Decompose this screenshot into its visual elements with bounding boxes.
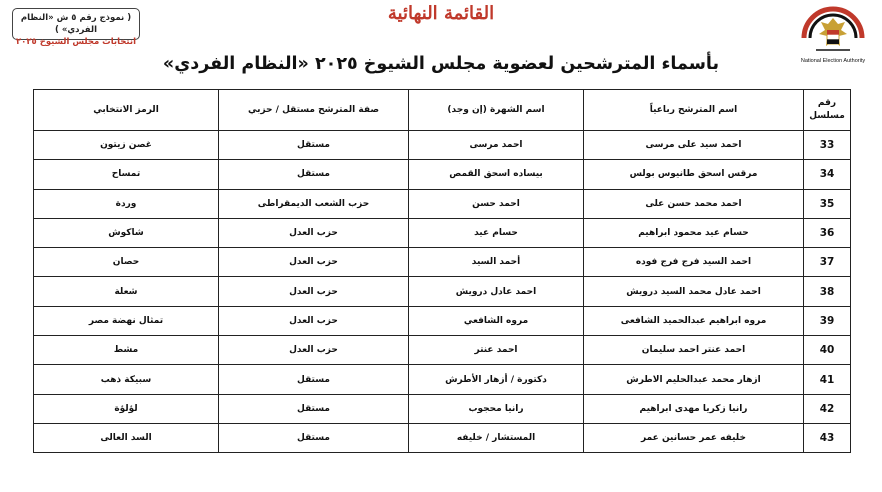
cell-name: احمد سيد على مرسى: [584, 131, 804, 160]
cell-type: حزب الشعب الديمقراطى: [219, 189, 409, 218]
cell-serial: 37: [804, 248, 851, 277]
header-candidate-type: صفة المترشح مستقل / حزبي: [219, 90, 409, 131]
table-row: [34, 365, 851, 394]
cell-symbol: لؤلؤة: [34, 394, 219, 423]
cell-name: ازهار محمد عبدالحليم الاطرش: [584, 365, 804, 394]
cell-symbol: حصان: [34, 248, 219, 277]
cell-popular-name: دكتورة / أزهار الأطرش: [409, 365, 584, 394]
cell-popular-name: احمد عادل درويش: [409, 277, 584, 306]
cell-serial: 34: [804, 160, 851, 189]
page-title: بأسماء المترشحين لعضوية مجلس الشيوخ ٢٠٢٥ «النظام الفردي»: [162, 54, 720, 74]
cell-popular-name: رانيا محجوب: [409, 394, 584, 423]
cell-symbol: مشط: [34, 336, 219, 365]
cell-symbol: وردة: [34, 189, 219, 218]
cell-serial: 43: [804, 423, 851, 452]
cell-popular-name: المستشار / خليفه: [409, 423, 584, 452]
cell-type: حزب العدل: [219, 218, 409, 247]
cell-popular-name: مروه الشافعي: [409, 306, 584, 335]
cell-type: مستقل: [219, 394, 409, 423]
cell-serial: 38: [804, 277, 851, 306]
cell-popular-name: احمد عنتر: [409, 336, 584, 365]
table-row: [34, 306, 851, 335]
cell-popular-name: بيساده اسحق القمص: [409, 160, 584, 189]
header-serial: رقم مسلسل: [804, 90, 851, 131]
logo-org-text: National Election Authority: [800, 58, 866, 64]
cell-type: مستقل: [219, 423, 409, 452]
cell-serial: 40: [804, 336, 851, 365]
cell-popular-name: حسام عيد: [409, 218, 584, 247]
final-list-heading: القائمة النهائية: [387, 3, 495, 24]
table-row: [34, 160, 851, 189]
cell-serial: 42: [804, 394, 851, 423]
table-row: [34, 248, 851, 277]
table-row: [34, 218, 851, 247]
table-row: [34, 423, 851, 452]
cell-serial: 36: [804, 218, 851, 247]
cell-serial: 39: [804, 306, 851, 335]
election-name-label: انتخابات مجلس الشيوخ ٢٠٢٥: [15, 37, 136, 47]
cell-type: حزب العدل: [219, 306, 409, 335]
cell-name: مروه ابراهيم عبدالحميد الشافعى: [584, 306, 804, 335]
cell-name: خليفه عمر حسانين عمر: [584, 423, 804, 452]
cell-popular-name: احمد مرسى: [409, 131, 584, 160]
cell-serial: 41: [804, 365, 851, 394]
cell-name: احمد محمد حسن على: [584, 189, 804, 218]
table-row: [34, 336, 851, 365]
cell-name: حسام عيد محمود ابراهيم: [584, 218, 804, 247]
header-candidate-name: اسم المترشح رباعياً: [584, 90, 804, 131]
header-election-symbol: الرمز الانتخابي: [34, 90, 219, 131]
cell-serial: 35: [804, 189, 851, 218]
cell-name: احمد السيد فرج فرج فوده: [584, 248, 804, 277]
cell-type: مستقل: [219, 131, 409, 160]
table-row: [34, 277, 851, 306]
election-authority-logo: [796, 4, 870, 70]
table-row: [34, 394, 851, 423]
cell-type: مستقل: [219, 365, 409, 394]
cell-name: مرقس اسحق طانيوس بولس: [584, 160, 804, 189]
cell-symbol: غصن زيتون: [34, 131, 219, 160]
cell-name: احمد عادل محمد السيد درويش: [584, 277, 804, 306]
cell-symbol: شعلة: [34, 277, 219, 306]
cell-popular-name: احمد حسن: [409, 189, 584, 218]
cell-type: مستقل: [219, 160, 409, 189]
cell-symbol: السد العالى: [34, 423, 219, 452]
cell-type: حزب العدل: [219, 336, 409, 365]
table-row: [34, 189, 851, 218]
cell-type: حزب العدل: [219, 277, 409, 306]
header-popular-name: اسم الشهرة (إن وجد): [409, 90, 584, 131]
cell-symbol: تمثال نهضة مصر: [34, 306, 219, 335]
cell-popular-name: أحمد السيد: [409, 248, 584, 277]
table-row: [34, 131, 851, 160]
cell-name: احمد عنتر احمد سليمان: [584, 336, 804, 365]
cell-serial: 33: [804, 131, 851, 160]
cell-symbol: سبيكة ذهب: [34, 365, 219, 394]
cell-name: رانيا زكريا مهدى ابراهيم: [584, 394, 804, 423]
form-number-label: ( نموذج رقم ٥ ش «النظام الفردي» ): [20, 13, 132, 35]
cell-type: حزب العدل: [219, 248, 409, 277]
candidates-table: [33, 89, 851, 453]
cell-symbol: تمساح: [34, 160, 219, 189]
table-header-row: [34, 90, 851, 131]
cell-symbol: شاكوش: [34, 218, 219, 247]
